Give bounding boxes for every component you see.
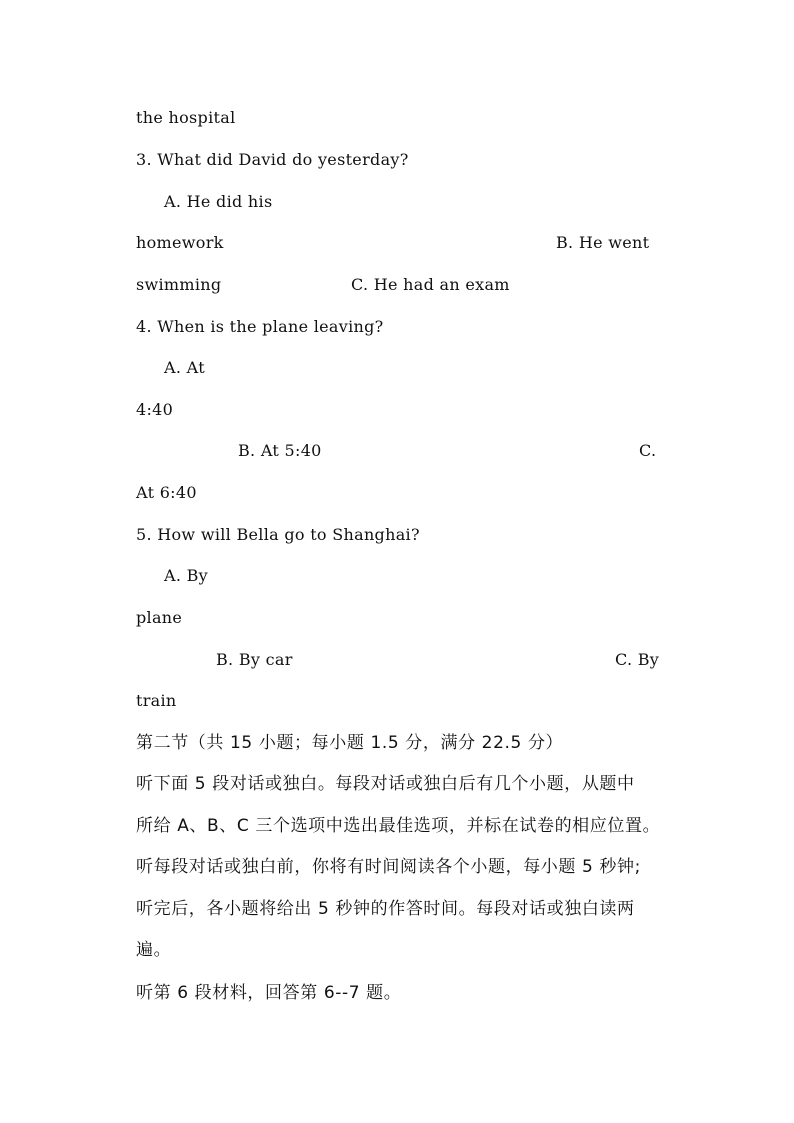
q3-option-a-wrap: homework	[136, 233, 224, 252]
q4-option-a-wrap: 4:40	[136, 400, 174, 419]
q5-option-c-wrap: train	[136, 691, 177, 710]
q3-option-c: C. He had an exam	[351, 275, 510, 294]
q3-option-a: A. He did his	[164, 192, 273, 211]
q4-stem: 4. When is the plane leaving?	[136, 317, 384, 336]
q4-option-b: B. At 5:40	[238, 441, 322, 460]
instruction-line: 所给 A、B、C 三个选项中选出最佳选项，并标在试卷的相应位置。	[136, 816, 661, 836]
q4-option-c-wrap: At 6:40	[136, 483, 197, 502]
q5-option-c: C. By	[615, 650, 660, 669]
listening-prompt: 听第 6 段材料，回答第 6--7 题。	[136, 983, 402, 1003]
section-heading: 第二节（共 15 小题；每小题 1.5 分，满分 22.5 分）	[136, 733, 564, 753]
q3-stem: 3. What did David do yesterday?	[136, 150, 409, 169]
q3-option-b: B. He went	[556, 233, 650, 252]
q3-option-b-wrap: swimming	[136, 275, 222, 294]
q5-option-a: A. By	[164, 566, 209, 585]
q5-stem: 5. How will Bella go to Shanghai?	[136, 525, 420, 544]
q5-option-b: B. By car	[216, 650, 293, 669]
q4-option-a: A. At	[164, 358, 205, 377]
instruction-line: 听每段对话或独白前，你将有时间阅读各个小题，每小题 5 秒钟;	[136, 857, 641, 877]
instruction-line: 听下面 5 段对话或独白。每段对话或独白后有几个小题，从题中	[136, 774, 635, 794]
q5-option-a-wrap: plane	[136, 608, 183, 627]
instruction-line: 遍。	[136, 940, 172, 960]
q2-option-tail: the hospital	[136, 108, 236, 127]
q4-option-c: C.	[639, 441, 657, 460]
instruction-line: 听完后，各小题将给出 5 秒钟的作答时间。每段对话或独白读两	[136, 899, 635, 919]
